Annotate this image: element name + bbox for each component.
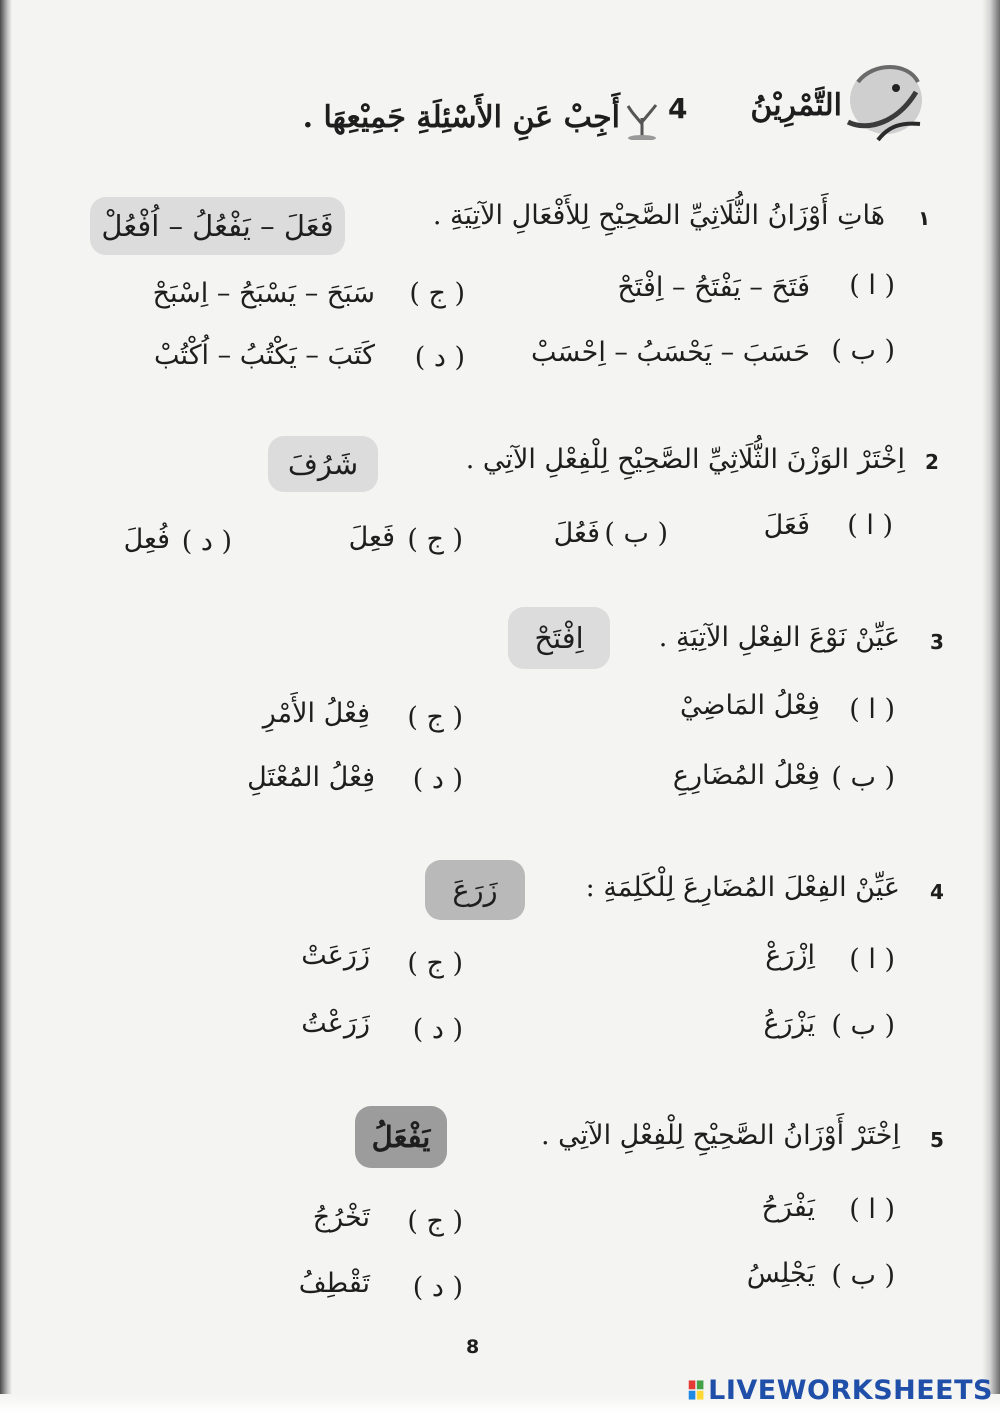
scan-edge-right <box>982 0 1000 1414</box>
option-text: حَسَبَ – يَحْسَبُ – اِحْسَبْ <box>531 337 810 368</box>
option-key: ( د ) <box>412 1272 463 1303</box>
question-highlight-word: اِفْتَحْ <box>508 607 610 669</box>
exercise-number: 4 <box>668 92 688 125</box>
exercise-title: التَّمْرِيْنُ <box>750 88 842 123</box>
question-highlight-word: يَفْعَلُ <box>355 1106 447 1168</box>
option-key: ( ب ) <box>831 762 895 793</box>
option-text: فَعَلَ <box>763 510 810 541</box>
option-text: يَزْرَعُ <box>763 1008 815 1039</box>
option-text: زَرَعْتُ <box>301 1008 370 1039</box>
option-key: ( ا ) <box>849 694 895 725</box>
option-key: ( ج ) <box>409 278 465 309</box>
question-number: 2 <box>925 450 939 474</box>
option-text: يَجْلِسُ <box>746 1258 815 1289</box>
question-number: 3 <box>930 630 944 654</box>
liveworksheets-logo <box>688 1372 993 1408</box>
option-key: ( د ) <box>181 526 232 557</box>
option-text: كَتَبَ – يَكْتُبُ – اُكْتُبْ <box>154 340 375 371</box>
option-key: ( ب ) <box>831 1260 895 1291</box>
option-key: ( ج ) <box>407 948 463 979</box>
question-prompt: اِخْتَرْ الوَزْنَ الثُّلَاثِيِّ الصَّحِيْحِ لِلْفِعْلِ الآتِي . <box>465 444 905 475</box>
question-number: 4 <box>930 880 944 904</box>
option-text: اِزْرَعْ <box>765 940 815 971</box>
option-text: فَعُلَ <box>553 518 600 549</box>
option-key: ( ب ) <box>604 518 668 549</box>
option-key: ( د ) <box>414 342 465 373</box>
option-key: ( ج ) <box>407 1206 463 1237</box>
question-prompt: هَاتِ أَوْزَانُ الثُّلَاثِيِّ الصَّحِيْحِ لِلأَفْعَالِ الآتِيَةِ . <box>432 200 885 231</box>
coral-icon <box>622 104 662 140</box>
option-text: تَخْرُجُ <box>312 1202 370 1233</box>
option-key: ( د ) <box>412 1014 463 1045</box>
question-prompt: عَيِّنْ الفِعْلَ المُضَارِعَ لِلْكَلِمَةِ : <box>585 872 900 903</box>
brand-name: LIVEWORKSHEETS <box>708 1374 993 1406</box>
question-prompt: عَيِّنْ نَوْعَ الفِعْلِ الآتِيَةِ . <box>658 622 900 653</box>
question-highlight-word: زَرَعَ <box>425 860 525 920</box>
scan-edge-left <box>0 0 12 1414</box>
option-text: فُعِلَ <box>123 524 170 555</box>
option-key: ( ب ) <box>831 335 895 366</box>
page-number: 8 <box>466 1336 480 1358</box>
option-text: سَبَحَ – يَسْبَحُ – اِسْبَحْ <box>152 278 375 309</box>
option-text: فِعْلُ الأَمْرِ <box>262 698 370 729</box>
question-highlight-word: شَرُفَ <box>268 436 378 492</box>
dolphin-icon <box>838 52 928 152</box>
option-text: زَرَعَتْ <box>301 940 370 971</box>
option-text: فَتَحَ – يَفْتَحُ – اِفْتَحْ <box>617 272 810 303</box>
option-key: ( ا ) <box>849 944 895 975</box>
question-highlight-word: فَعَلَ – يَفْعُلُ – اُفْعُلْ <box>90 197 345 255</box>
option-key: ( ج ) <box>407 524 463 555</box>
option-text: فِعْلُ المُعْتَلِ <box>247 762 375 793</box>
option-key: ( ا ) <box>849 270 895 301</box>
question-prompt: اِخْتَرْ أَوْزَانُ الصَّحِيْحِ لِلْفِعْلِ الآتِي . <box>540 1120 900 1151</box>
option-key: ( ب ) <box>831 1010 895 1041</box>
option-key: ( ا ) <box>847 510 893 541</box>
option-text: تَقْطِفُ <box>298 1268 370 1299</box>
option-text: فِعْلُ المَاضِيْ <box>680 690 820 721</box>
option-text: يَفْرَحُ <box>761 1192 815 1223</box>
instruction-text: أَجِبْ عَنِ الأَسْئِلَةِ جَمِيْعِهَا . <box>302 100 620 135</box>
question-number: ١ <box>918 206 931 230</box>
option-key: ( ج ) <box>407 702 463 733</box>
option-text: فَعِلَ <box>348 522 395 553</box>
liveworksheets-logo-icon <box>688 1376 704 1404</box>
question-number: 5 <box>930 1128 944 1152</box>
option-key: ( د ) <box>412 764 463 795</box>
option-text: فِعْلُ المُضَارِعِ <box>672 760 820 791</box>
option-key: ( ا ) <box>849 1194 895 1225</box>
